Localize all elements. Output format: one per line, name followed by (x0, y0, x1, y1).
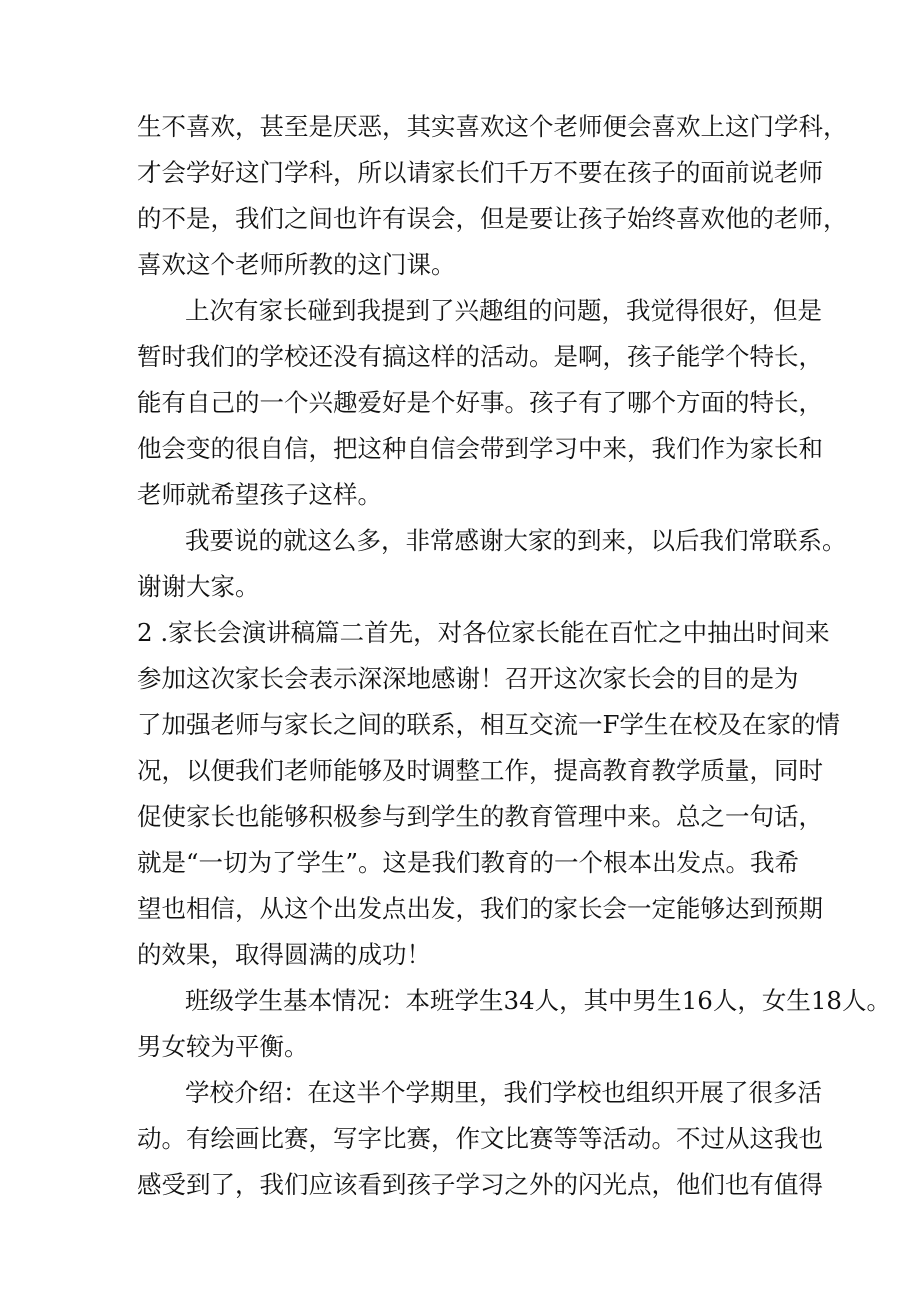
text-line: 况，以便我们老师能够及时调整工作，提高教育教学质量，同时 (137, 756, 823, 785)
text-line: 谢谢大家。 (137, 572, 260, 601)
text-line: 的效果，取得圆满的成功！ (137, 940, 431, 969)
text-line: 老师就希望孩子这样。 (137, 480, 382, 509)
text-line: 学校介绍：在这半个学期里，我们学校也组织开展了很多活 (185, 1078, 822, 1107)
text-line: 上次有家长碰到我提到了兴趣组的问题，我觉得很好，但是 (185, 296, 822, 325)
text-line: 就是“一切为了学生”。这是我们教育的一个根本出发点。我希 (137, 848, 800, 877)
text-line: 男女较为平衡。 (137, 1032, 309, 1061)
text-line: 促使家长也能够积极参与到学生的教育管理中来。总之一句话， (137, 802, 823, 831)
text-line: 动。有绘画比赛，写字比赛，作文比赛等等活动。不过从这我也 (137, 1124, 823, 1153)
text-line: 望也相信，从这个出发点出发，我们的家长会一定能够达到预期 (137, 894, 823, 923)
text-line: 我要说的就这么多，非常感谢大家的到来，以后我们常联系。 (185, 526, 847, 555)
text-line: 暂时我们的学校还没有搞这样的活动。是啊，孩子能学个特长， (137, 342, 823, 371)
text-line: 感受到了，我们应该看到孩子学习之外的闪光点，他们也有值得 (137, 1170, 823, 1199)
text-line: 的不是，我们之间也许有误会，但是要让孩子始终喜欢他的老师， (137, 204, 848, 233)
text-line: 喜欢这个老师所教的这门课。 (137, 250, 456, 279)
text-line: 班级学生基本情况：本班学生34人，其中男生16人，女生18人。 (185, 986, 892, 1015)
text-line: 他会变的很自信，把这种自信会带到学习中来，我们作为家长和 (137, 434, 823, 463)
text-line: 生不喜欢，甚至是厌恶，其实喜欢这个老师便会喜欢上这门学科， (137, 112, 848, 141)
text-line: 了加强老师与家长之间的联系，相互交流一F学生在校及在家的情 (137, 710, 840, 739)
text-line: 能有自己的一个兴趣爱好是个好事。孩子有了哪个方面的特长， (137, 388, 823, 417)
text-line: 参加这次家长会表示深深地感谢！召开这次家长会的目的是为 (137, 664, 799, 693)
text-line: 才会学好这门学科，所以请家长们千万不要在孩子的面前说老师 (137, 158, 823, 187)
section-heading-line: 2 .家长会演讲稿篇二首先，对各位家长能在百忙之中抽出时间来 (137, 618, 830, 647)
